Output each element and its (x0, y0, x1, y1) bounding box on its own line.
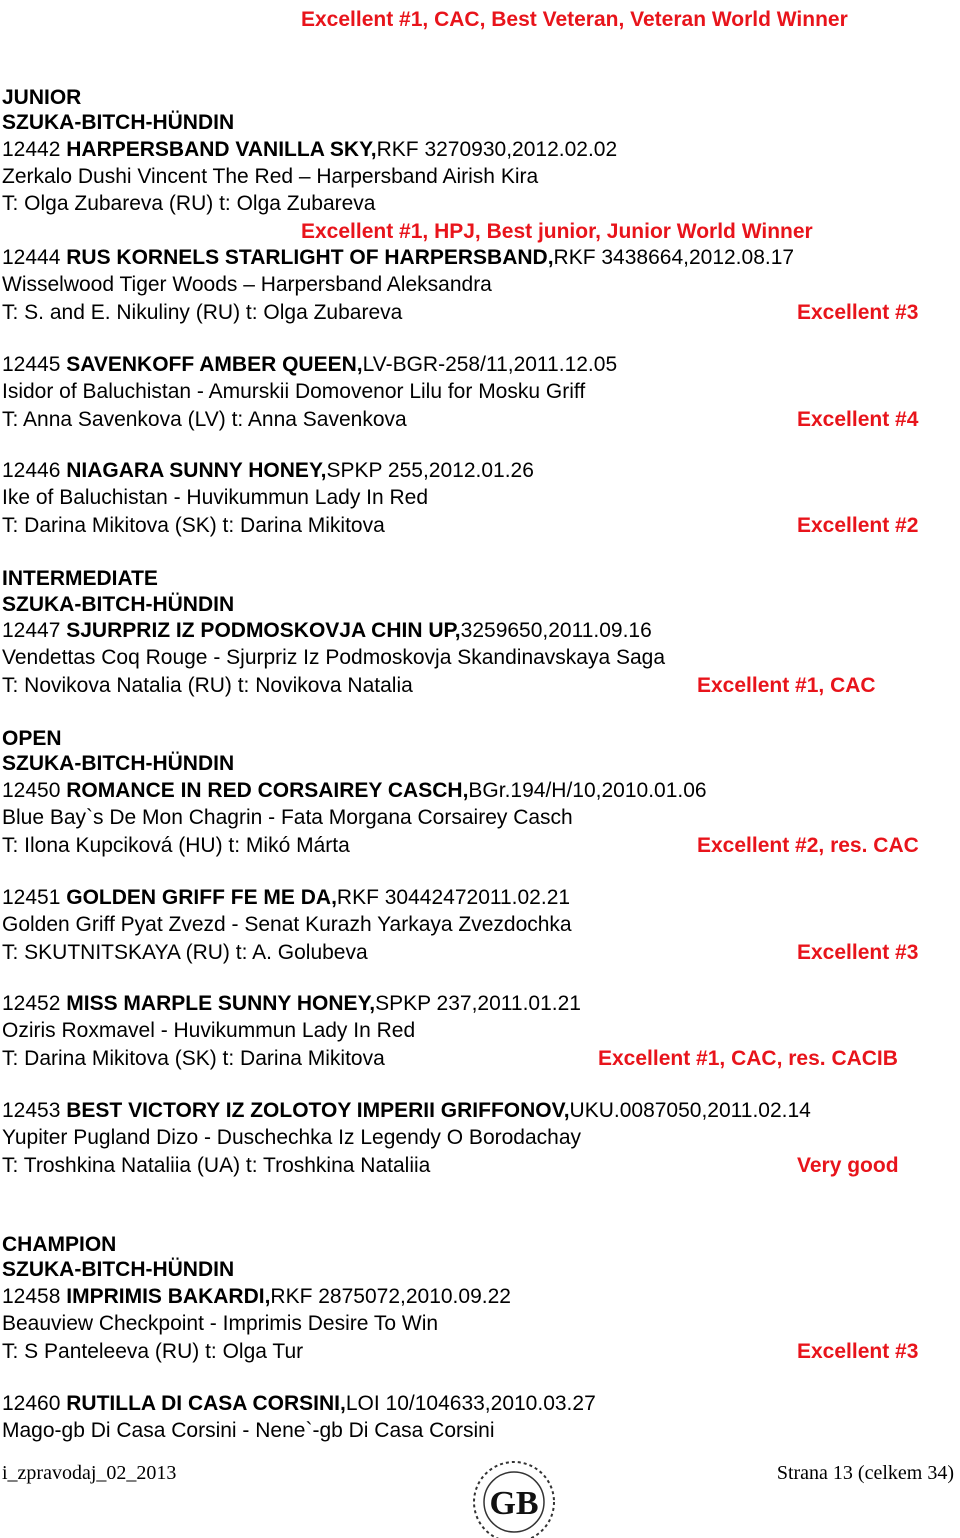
entry-12442-owner: T: Olga Zubareva (RU) t: Olga Zubareva (2, 192, 376, 215)
entry-12451-owner: T: SKUTNITSKAYA (RU) t: A. Golubeva (2, 941, 368, 964)
entry-12453-owner: T: Troshkina Nataliia (UA) t: Troshkina Nataliia (2, 1154, 431, 1177)
dog-name: BEST VICTORY IZ ZOLOTOY IMPERII GRIFFONOV, (66, 1099, 570, 1122)
registration: SPKP 237,2011.01.21 (375, 992, 581, 1015)
catalog-number: 12453 (2, 1099, 61, 1122)
dog-name: RUTILLA DI CASA CORSINI, (66, 1392, 346, 1415)
dog-name: RUS KORNELS STARLIGHT OF HARPERSBAND, (66, 246, 554, 269)
entry-12451-result: Excellent #3 (797, 941, 919, 964)
registration: UKU.0087050,2011.02.14 (569, 1099, 811, 1122)
entry-12453-result: Very good (797, 1154, 899, 1177)
entry-12453-header (2, 1098, 811, 1124)
dog-name: SJURPRIZ IZ PODMOSKOVJA CHIN UP, (66, 619, 461, 642)
entry-12460-header (2, 1391, 596, 1417)
entry-12458-result: Excellent #3 (797, 1340, 919, 1363)
catalog-number: 12447 (2, 619, 61, 642)
registration: RKF 2875072,2010.09.22 (270, 1285, 511, 1308)
class-heading-intermediate: INTERMEDIATE (2, 567, 158, 590)
entry-12450-header (2, 778, 707, 804)
catalog-number: 12446 (2, 459, 61, 482)
entry-12447-parents: Vendettas Coq Rouge - Sjurpriz Iz Podmoskovja Skandinavskaya Saga (2, 646, 666, 669)
sex-heading: SZUKA-BITCH-HÜNDIN (2, 593, 235, 616)
catalog-number: 12442 (2, 138, 61, 161)
entry-12444-parents: Wisselwood Tiger Woods – Harpersband Aleksandra (2, 273, 492, 296)
entry-12446-result: Excellent #2 (797, 514, 919, 537)
entry-12451-header (2, 885, 570, 911)
entry-12446-parents: Ike of Baluchistan - Huvikummun Lady In Red (2, 486, 429, 509)
entry-12442-result: Excellent #1, HPJ, Best junior, Junior World Winner (301, 220, 813, 243)
catalog-number: 12452 (2, 992, 61, 1015)
dog-name: GOLDEN GRIFF FE ME DA, (66, 886, 337, 909)
entry-12444-header (2, 245, 794, 271)
dog-name: MISS MARPLE SUNNY HONEY, (66, 992, 376, 1015)
entry-12452-owner: T: Darina Mikitova (SK) t: Darina Mikitova (2, 1047, 385, 1070)
entry-12444-owner: T: S. and E. Nikuliny (RU) t: Olga Zubareva (2, 301, 403, 324)
entry-12460-parents: Mago-gb Di Casa Corsini - Nene`-gb Di Casa Corsini (2, 1419, 495, 1442)
class-heading-open: OPEN (2, 727, 62, 750)
entry-12446-header (2, 458, 534, 484)
entry-12445-parents: Isidor of Baluchistan - Amurskii Domovenor Lilu for Mosku Griff (2, 380, 586, 403)
entry-12453-parents: Yupiter Pugland Dizo - Duschechka Iz Legendy O Borodachay (2, 1126, 582, 1149)
dog-name: IMPRIMIS BAKARDI, (66, 1285, 271, 1308)
registration: BGr.194/H/10,2010.01.06 (468, 779, 707, 802)
entry-12458-owner: T: S Panteleeva (RU) t: Olga Tur (2, 1340, 304, 1363)
dog-name: NIAGARA SUNNY HONEY, (66, 459, 327, 482)
entry-12452-header (2, 991, 581, 1017)
previous-entry-result: Excellent #1, CAC, Best Veteran, Veteran World Winner (301, 8, 848, 31)
sex-heading: SZUKA-BITCH-HÜNDIN (2, 752, 235, 775)
registration: SPKP 255,2012.01.26 (326, 459, 534, 482)
catalog-number: 12450 (2, 779, 61, 802)
entry-12452-result: Excellent #1, CAC, res. CACIB (598, 1047, 898, 1070)
registration: LOI 10/104633,2010.03.27 (345, 1392, 596, 1415)
registration: RKF 30442472011.02.21 (336, 886, 571, 909)
dog-name: HARPERSBAND VANILLA SKY, (66, 138, 377, 161)
entry-12447-owner: T: Novikova Natalia (RU) t: Novikova Natalia (2, 674, 413, 697)
catalog-number: 12451 (2, 886, 61, 909)
catalog-number: 12458 (2, 1285, 61, 1308)
entry-12458-parents: Beauview Checkpoint - Imprimis Desire To Win (2, 1312, 439, 1335)
sex-heading: SZUKA-BITCH-HÜNDIN (2, 1258, 235, 1281)
sex-heading: SZUKA-BITCH-HÜNDIN (2, 111, 235, 134)
entry-12450-owner: T: Ilona Kupciková (HU) t: Mikó Márta (2, 834, 350, 857)
catalog-number: 12444 (2, 246, 61, 269)
entry-12450-parents: Blue Bay`s De Mon Chagrin - Fata Morgana Corsairey Casch (2, 806, 573, 829)
entry-12447-header (2, 618, 652, 644)
entry-12445-result: Excellent #4 (797, 408, 919, 431)
entry-12444-result: Excellent #3 (797, 301, 919, 324)
entry-12445-owner: T: Anna Savenkova (LV) t: Anna Savenkova (2, 408, 407, 431)
dog-name: SAVENKOFF AMBER QUEEN, (66, 353, 363, 376)
registration: RKF 3270930,2012.02.02 (376, 138, 618, 161)
entry-12442-parents: Zerkalo Dushi Vincent The Red – Harpersband Airish Kira (2, 165, 539, 188)
dog-name: ROMANCE IN RED CORSAIREY CASCH, (66, 779, 469, 802)
class-heading-champion: CHAMPION (2, 1233, 117, 1256)
catalog-number: 12460 (2, 1392, 61, 1415)
entry-12452-parents: Oziris Roxmavel - Huvikummun Lady In Red (2, 1019, 416, 1042)
entry-12442-header (2, 137, 617, 163)
registration: RKF 3438664,2012.08.17 (553, 246, 795, 269)
entry-12458-header (2, 1284, 511, 1310)
registration: 3259650,2011.09.16 (460, 619, 652, 642)
club-logo-icon (462, 1452, 566, 1538)
entry-12450-result: Excellent #2, res. CAC (697, 834, 919, 857)
class-heading-junior: JUNIOR (2, 86, 82, 109)
catalog-number: 12445 (2, 353, 61, 376)
entry-12447-result: Excellent #1, CAC (697, 674, 876, 697)
registration: LV-BGR-258/11,2011.12.05 (362, 353, 618, 376)
entry-12445-header (2, 352, 617, 378)
logo-letters: GB (489, 1485, 539, 1522)
footer-page-number: Strana 13 (celkem 34) (776, 1462, 954, 1484)
entry-12446-owner: T: Darina Mikitova (SK) t: Darina Mikitova (2, 514, 385, 537)
footer-publication: i_zpravodaj_02_2013 (2, 1462, 177, 1484)
entry-12451-parents: Golden Griff Pyat Zvezd - Senat Kurazh Yarkaya Zvezdochka (2, 913, 572, 936)
